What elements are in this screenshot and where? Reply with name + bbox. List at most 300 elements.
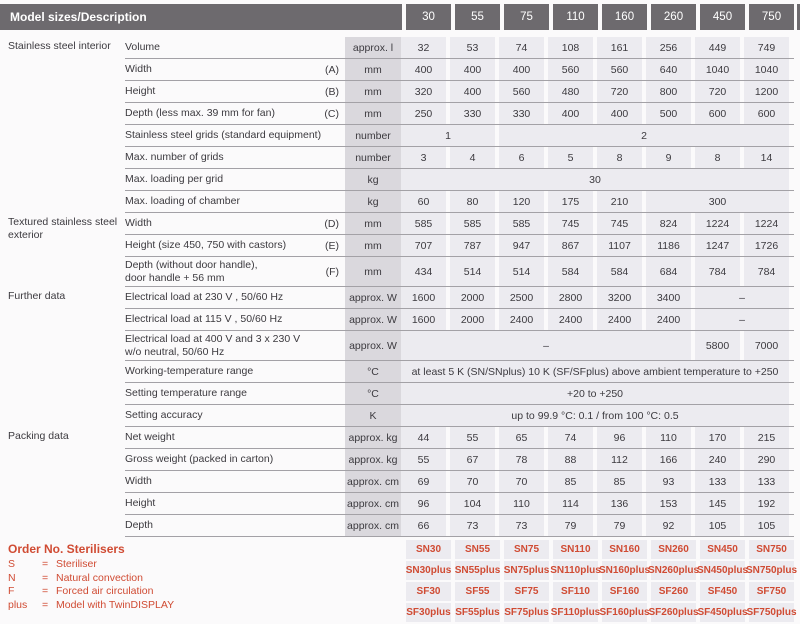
value-cell: 1186 — [646, 235, 691, 256]
spec-row — [125, 235, 794, 257]
dimension-marker: (D) — [324, 217, 339, 230]
spec-row — [125, 81, 794, 103]
value-cell: 70 — [499, 471, 544, 492]
unit-cell: number — [345, 147, 401, 168]
value-cells — [401, 287, 789, 308]
value-cell: 1726 — [744, 235, 789, 256]
row-label-text: Working-temperature range — [125, 365, 254, 378]
model-size-column-header: 30 — [406, 4, 451, 30]
spec-row — [125, 309, 794, 331]
value-cells — [401, 309, 789, 330]
value-cell: – — [695, 309, 789, 330]
value-cell: 105 — [744, 515, 789, 536]
value-cells — [401, 213, 789, 234]
value-cell: 74 — [548, 427, 593, 448]
row-label-cell — [125, 37, 345, 58]
value-cell: 120 — [499, 191, 544, 212]
value-cells — [401, 515, 789, 536]
legend-line — [8, 599, 406, 613]
value-cell: 93 — [646, 471, 691, 492]
value-cell: 74 — [499, 37, 544, 58]
value-cell: 745 — [548, 213, 593, 234]
value-cell: 585 — [450, 213, 495, 234]
legend-term: N — [8, 571, 16, 584]
value-cell: 600 — [695, 103, 740, 124]
value-cell: 79 — [597, 515, 642, 536]
value-cell: 514 — [499, 257, 544, 286]
value-cell: 449 — [695, 37, 740, 58]
equals-sign: = — [42, 558, 49, 570]
dimension-marker: (B) — [325, 85, 339, 98]
legend-line — [8, 572, 406, 586]
value-cell: 136 — [597, 493, 642, 514]
unit-cell: mm — [345, 257, 401, 286]
equals-sign: = — [42, 598, 49, 611]
spec-row — [125, 515, 794, 537]
value-cells — [401, 81, 789, 102]
value-cell: 720 — [597, 81, 642, 102]
row-label-cell — [125, 213, 345, 234]
spec-row — [125, 213, 794, 235]
dimension-marker: (A) — [325, 63, 339, 76]
value-cell: 1600 — [401, 309, 446, 330]
value-cell: 330 — [499, 103, 544, 124]
value-cell: 70 — [450, 471, 495, 492]
value-cell: 947 — [499, 235, 544, 256]
value-cells — [401, 427, 789, 448]
spec-row — [125, 471, 794, 493]
value-cell: 400 — [450, 81, 495, 102]
value-cell: 85 — [548, 471, 593, 492]
legend-description: Model with TwinDISPLAY — [56, 598, 175, 611]
unit-cell: mm — [345, 81, 401, 102]
value-cell: 784 — [744, 257, 789, 286]
value-cell: – — [695, 287, 789, 308]
row-label-cell — [125, 515, 345, 536]
value-cell: 500 — [646, 103, 691, 124]
unit-cell: °C — [345, 383, 401, 404]
order-number-cell: SN260plus — [651, 561, 696, 580]
value-cell: 112 — [597, 449, 642, 470]
value-cell: 32 — [401, 37, 446, 58]
value-cell: 824 — [646, 213, 691, 234]
value-cell: 1600 — [401, 287, 446, 308]
order-number-cell: SN750plus — [749, 561, 794, 580]
value-cell: 73 — [450, 515, 495, 536]
unit-cell: mm — [345, 103, 401, 124]
value-cell: 3400 — [646, 287, 691, 308]
value-cell: 867 — [548, 235, 593, 256]
order-number-cell: SN260 — [651, 540, 696, 559]
row-label-cell — [125, 169, 345, 190]
row-label-cell — [125, 427, 345, 448]
value-cells — [401, 235, 789, 256]
order-number-cell: SN160plus — [602, 561, 647, 580]
value-cell: 80 — [450, 191, 495, 212]
value-cells — [401, 125, 789, 146]
order-title: Order No. Sterilisers — [8, 542, 125, 556]
row-label-cell — [125, 59, 345, 80]
row-label-cell — [125, 405, 345, 426]
value-cell: at least 5 K (SN/SNplus) 10 K (SF/SFplus) above ambient temperature to +250 — [401, 361, 789, 382]
unit-cell: approx. l — [345, 37, 401, 58]
spec-row — [125, 449, 794, 471]
row-label-cell — [125, 493, 345, 514]
row-label-cell — [125, 331, 345, 360]
value-cell: 78 — [499, 449, 544, 470]
order-number-cell: SF750 — [749, 582, 794, 601]
value-cell: 30 — [401, 169, 789, 190]
section-label: Further data — [8, 290, 66, 302]
value-cells — [401, 169, 789, 190]
spec-section — [0, 287, 800, 427]
value-cell: 114 — [548, 493, 593, 514]
value-cell: 749 — [744, 37, 789, 58]
order-section — [0, 540, 800, 624]
value-cell: 707 — [401, 235, 446, 256]
spec-section — [0, 427, 800, 537]
equals-sign: = — [42, 571, 49, 584]
row-label-text: Height (size 450, 750 with castors) — [125, 239, 287, 252]
value-cell: 1247 — [695, 235, 740, 256]
value-cell: 2 — [499, 125, 789, 146]
unit-cell: number — [345, 125, 401, 146]
order-number-cell: SF750plus — [749, 603, 794, 622]
unit-cell: K — [345, 405, 401, 426]
value-cells — [401, 191, 789, 212]
order-number-cell: SN450plus — [700, 561, 745, 580]
value-cell: 240 — [695, 449, 740, 470]
spec-row — [125, 427, 794, 449]
value-cell: up to 99.9 °C: 0.1 / from 100 °C: 0.5 — [401, 405, 789, 426]
spec-row — [125, 493, 794, 515]
row-label-cell — [125, 287, 345, 308]
spec-section — [0, 213, 800, 287]
value-cell: 65 — [499, 427, 544, 448]
legend-term: S — [8, 558, 16, 570]
order-number-cell: SF30 — [406, 582, 451, 601]
model-size-column-header: 450 — [700, 4, 745, 30]
value-cells — [401, 449, 789, 470]
value-cell: 66 — [401, 515, 446, 536]
table-title-cell — [0, 4, 402, 30]
value-cell: 7000 — [744, 331, 789, 360]
value-cell: 584 — [597, 257, 642, 286]
model-size-column-header: 750 — [749, 4, 794, 30]
value-cell: 53 — [450, 37, 495, 58]
value-cell: 585 — [499, 213, 544, 234]
value-cell: 104 — [450, 493, 495, 514]
row-label-text: Gross weight (packed in carton) — [125, 453, 274, 466]
section-label: Packing data — [8, 430, 69, 442]
section-label: Stainless steel interior — [8, 40, 111, 52]
value-cell: 434 — [401, 257, 446, 286]
value-cell: 1040 — [695, 59, 740, 80]
value-cell: 560 — [597, 59, 642, 80]
order-number-cell: SF75 — [504, 582, 549, 601]
order-number-cell: SF55plus — [455, 603, 500, 622]
section-label: Textured stainless steel exterior — [8, 216, 118, 242]
value-cell: 560 — [548, 59, 593, 80]
row-label-text: Max. loading of chamber — [125, 195, 240, 208]
value-cell: 166 — [646, 449, 691, 470]
value-cell: 256 — [646, 37, 691, 58]
row-label-cell — [125, 309, 345, 330]
table-header-bar — [0, 4, 800, 30]
row-label-cell — [125, 383, 345, 404]
value-cell: 640 — [646, 59, 691, 80]
order-number-cell: SF55 — [455, 582, 500, 601]
value-cells — [401, 37, 789, 58]
value-cell: 1224 — [744, 213, 789, 234]
value-cell: 55 — [450, 427, 495, 448]
value-cell: 170 — [695, 427, 740, 448]
value-cell: 110 — [499, 493, 544, 514]
value-cell: 9 — [646, 147, 691, 168]
unit-cell: approx. W — [345, 309, 401, 330]
unit-cell: approx. cm — [345, 493, 401, 514]
model-size-column-header: 55 — [455, 4, 500, 30]
row-label-text: Depth (without door handle), door handle + 56 mm — [125, 258, 258, 284]
value-cell: 108 — [548, 37, 593, 58]
value-cells — [401, 331, 789, 360]
value-cell: 1107 — [597, 235, 642, 256]
legend-term: F — [8, 585, 15, 597]
row-label-text: Electrical load at 400 V and 3 x 230 V w/o neutral, 50/60 Hz — [125, 332, 301, 358]
row-label-text: Height — [125, 497, 156, 510]
value-cell: 684 — [646, 257, 691, 286]
row-label-text: Max. number of grids — [125, 151, 224, 164]
value-cell: 250 — [401, 103, 446, 124]
model-size-columns — [402, 4, 794, 30]
spec-row — [125, 147, 794, 169]
value-cell: 67 — [450, 449, 495, 470]
value-cell: 2400 — [597, 309, 642, 330]
legend-term: plus — [8, 598, 28, 611]
value-cell: 600 — [744, 103, 789, 124]
value-cells — [401, 383, 789, 404]
value-cells — [401, 147, 789, 168]
row-label-cell — [125, 235, 345, 256]
value-cell: 110 — [646, 427, 691, 448]
value-cell: 2000 — [450, 309, 495, 330]
value-cell: 514 — [450, 257, 495, 286]
legend-description: Steriliser — [56, 558, 97, 570]
value-cell: 2800 — [548, 287, 593, 308]
value-cell: 73 — [499, 515, 544, 536]
page-title: Model sizes/Description — [10, 10, 147, 24]
spec-row — [125, 361, 794, 383]
value-cell: 800 — [646, 81, 691, 102]
spec-table-body — [0, 37, 800, 537]
value-cells — [401, 361, 789, 382]
value-cell: 290 — [744, 449, 789, 470]
order-number-row — [406, 561, 798, 580]
order-number-row — [406, 582, 798, 601]
spec-row — [125, 103, 794, 125]
order-number-row — [406, 603, 798, 622]
unit-cell: approx. kg — [345, 427, 401, 448]
value-cell: 96 — [597, 427, 642, 448]
value-cell: 400 — [597, 103, 642, 124]
value-cell: 320 — [401, 81, 446, 102]
row-label-cell — [125, 81, 345, 102]
value-cell: 55 — [401, 449, 446, 470]
value-cell: 145 — [695, 493, 740, 514]
value-cell: 153 — [646, 493, 691, 514]
value-cell: 161 — [597, 37, 642, 58]
value-cell: 2000 — [450, 287, 495, 308]
order-number-cell: SN110 — [553, 540, 598, 559]
row-label-cell — [125, 147, 345, 168]
value-cell: 133 — [695, 471, 740, 492]
spec-row — [125, 405, 794, 427]
value-cells — [401, 59, 789, 80]
spec-section — [0, 37, 800, 213]
spec-row — [125, 191, 794, 213]
value-cell: 720 — [695, 81, 740, 102]
value-cell: 480 — [548, 81, 593, 102]
row-label-text: Depth — [125, 519, 154, 532]
unit-cell: mm — [345, 59, 401, 80]
order-number-cell: SN750 — [749, 540, 794, 559]
spec-row — [125, 257, 794, 287]
spec-row — [125, 383, 794, 405]
value-cells — [401, 493, 789, 514]
value-cell: 745 — [597, 213, 642, 234]
model-size-column-header: 160 — [602, 4, 647, 30]
order-number-cell: SN75 — [504, 540, 549, 559]
value-cell: 400 — [401, 59, 446, 80]
row-label-text: Width — [125, 217, 152, 230]
value-cell: 8 — [695, 147, 740, 168]
value-cell: 6 — [499, 147, 544, 168]
unit-cell: approx. W — [345, 331, 401, 360]
value-cell: 1 — [401, 125, 495, 146]
row-label-cell — [125, 449, 345, 470]
dimension-marker: (E) — [325, 239, 339, 252]
value-cell: 1040 — [744, 59, 789, 80]
row-label-cell — [125, 125, 345, 146]
value-cell: 5 — [548, 147, 593, 168]
value-cell: 2400 — [499, 309, 544, 330]
row-label-cell — [125, 471, 345, 492]
row-label-text: Electrical load at 115 V , 50/60 Hz — [125, 313, 283, 326]
row-label-cell — [125, 191, 345, 212]
value-cell: 330 — [450, 103, 495, 124]
order-legend-block — [0, 540, 406, 624]
spec-row — [125, 125, 794, 147]
order-number-cell: SF260plus — [651, 603, 696, 622]
order-number-cell: SF75plus — [504, 603, 549, 622]
unit-cell: approx. W — [345, 287, 401, 308]
value-cell: 105 — [695, 515, 740, 536]
unit-cell: mm — [345, 213, 401, 234]
value-cell: 69 — [401, 471, 446, 492]
value-cell: 584 — [548, 257, 593, 286]
value-cell: 175 — [548, 191, 593, 212]
order-number-cell: SN55plus — [455, 561, 500, 580]
row-label-text: Width — [125, 475, 152, 488]
order-number-cell: SF450 — [700, 582, 745, 601]
spec-row — [125, 169, 794, 191]
order-number-cell: SN110plus — [553, 561, 598, 580]
row-label-text: Setting accuracy — [125, 409, 203, 422]
unit-cell: approx. cm — [345, 471, 401, 492]
row-label-text: Volume — [125, 41, 161, 54]
value-cell: 215 — [744, 427, 789, 448]
legend-line — [8, 558, 406, 572]
value-cell: 300 — [646, 191, 789, 212]
row-label-text: Width — [125, 63, 152, 76]
value-cell: 5800 — [695, 331, 740, 360]
order-number-cell: SF260 — [651, 582, 696, 601]
value-cell: 44 — [401, 427, 446, 448]
value-cell: 60 — [401, 191, 446, 212]
value-cell: 400 — [548, 103, 593, 124]
spec-row — [125, 37, 794, 59]
order-number-cell: SN160 — [602, 540, 647, 559]
unit-cell: kg — [345, 191, 401, 212]
unit-cell: °C — [345, 361, 401, 382]
value-cell: – — [401, 331, 691, 360]
spec-row — [125, 287, 794, 309]
unit-cell: approx. cm — [345, 515, 401, 536]
value-cell: 784 — [695, 257, 740, 286]
model-size-column-header: 75 — [504, 4, 549, 30]
value-cell: 787 — [450, 235, 495, 256]
order-number-grid — [406, 540, 798, 624]
model-size-column-header: 110 — [553, 4, 598, 30]
spec-row — [125, 59, 794, 81]
value-cell: 14 — [744, 147, 789, 168]
value-cell: 88 — [548, 449, 593, 470]
value-cell: 1224 — [695, 213, 740, 234]
value-cell: 96 — [401, 493, 446, 514]
row-label-text: Height — [125, 85, 156, 98]
unit-cell: mm — [345, 235, 401, 256]
value-cell: 400 — [499, 59, 544, 80]
value-cell: 133 — [744, 471, 789, 492]
value-cell: 560 — [499, 81, 544, 102]
value-cell: 192 — [744, 493, 789, 514]
row-label-cell — [125, 103, 345, 124]
row-label-cell — [125, 257, 345, 286]
value-cell: 79 — [548, 515, 593, 536]
value-cell: +20 to +250 — [401, 383, 789, 404]
dimension-marker: (C) — [324, 107, 339, 120]
row-label-text: Setting temperature range — [125, 387, 247, 400]
order-number-cell: SN450 — [700, 540, 745, 559]
value-cell: 210 — [597, 191, 642, 212]
value-cell: 3200 — [597, 287, 642, 308]
row-label-cell — [125, 361, 345, 382]
order-number-cell: SN55 — [455, 540, 500, 559]
order-number-row — [406, 540, 798, 559]
value-cell: 2400 — [646, 309, 691, 330]
unit-cell: kg — [345, 169, 401, 190]
order-number-cell: SN75plus — [504, 561, 549, 580]
spec-row — [125, 331, 794, 361]
value-cell: 92 — [646, 515, 691, 536]
value-cell: 3 — [401, 147, 446, 168]
order-number-cell: SF450plus — [700, 603, 745, 622]
order-legend — [8, 558, 406, 612]
order-number-cell: SF30plus — [406, 603, 451, 622]
legend-line — [8, 585, 406, 599]
value-cell: 2500 — [499, 287, 544, 308]
order-number-cell: SF160plus — [602, 603, 647, 622]
